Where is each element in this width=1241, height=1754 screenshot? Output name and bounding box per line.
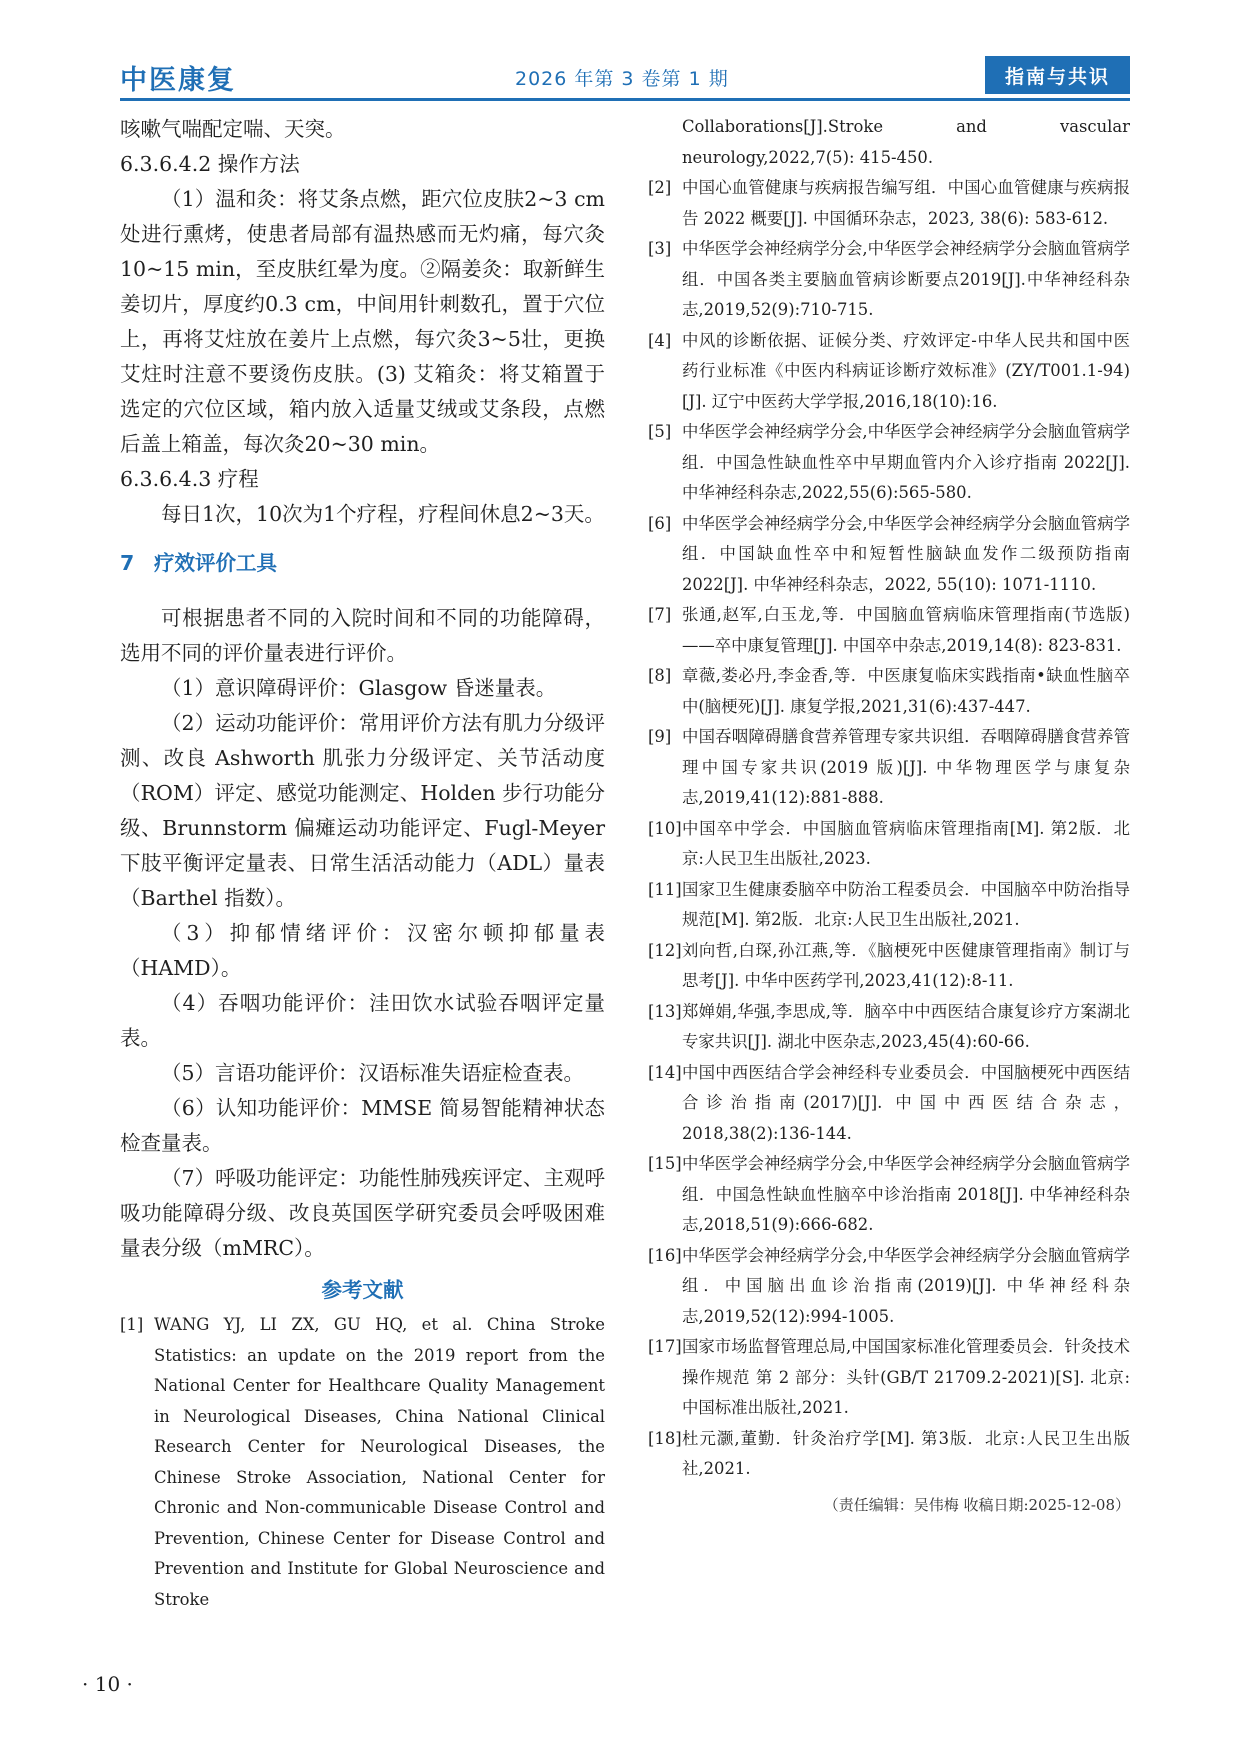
- reference-item: [648, 600, 1130, 661]
- reference-text: 杜元灏,董勤．针灸治疗学[M]. 第3版．北京:人民卫生出版社,2021.: [682, 1428, 1130, 1478]
- page-number: · 10 ·: [82, 1672, 133, 1696]
- reference-list: [648, 173, 1130, 1485]
- reference-text: 中华医学会神经病学分会,中华医学会神经病学分会脑血管病学组．中国脑出血诊治指南(2019)[J]. 中华神经科杂志,2019,52(12):994-1005.: [682, 1245, 1130, 1326]
- paragraph: 咳嗽气喘配定喘、天突。: [120, 117, 346, 141]
- reference-number: [9]: [648, 727, 672, 746]
- reference-continuation: [648, 112, 1130, 173]
- paragraph: （1）意识障碍评价：Glasgow 昏迷量表。: [161, 676, 557, 700]
- issue-info: 2026 年第 3 卷第 1 期: [515, 68, 729, 90]
- reference-number: [5]: [648, 422, 672, 441]
- paragraph: （1）温和灸：将艾条点燃，距穴位皮肤2~3 cm处进行熏烤，使患者局部有温热感而无灼痛，每穴灸10~15 min，至皮肤红晕为度。②隔姜灸：取新鲜生姜切片，厚度约0.3 cm，中间用针刺数孔，置于穴位上，再将艾炷放在姜片上点燃，每穴灸3~5壮，更换艾炷时注意不要烫伤皮肤。(3) 艾箱灸：将艾箱置于选定的穴位区域，箱内放入适量艾绒或艾条段，点燃后盖上箱盖，每次灸20~30 min。: [120, 187, 605, 456]
- reference-item: [648, 1149, 1130, 1241]
- reference-number: [2]: [648, 178, 672, 197]
- reference-item: [120, 1310, 605, 1615]
- page-header: [120, 58, 1130, 96]
- section-number: 7: [120, 551, 135, 575]
- reference-item: [648, 1332, 1130, 1424]
- reference-number: [17]: [648, 1337, 682, 1356]
- reference-number: [4]: [648, 330, 672, 350]
- reference-item: [648, 661, 1130, 722]
- reference-number: [8]: [648, 666, 672, 685]
- reference-item: [648, 875, 1130, 936]
- reference-text: 中华医学会神经病学分会,中华医学会神经病学分会脑血管病学组．中国急性缺血性卒中早期血管内介入诊疗指南 2022[J]. 中华神经科杂志,2022,55(6):565-580.: [682, 422, 1130, 502]
- reference-number: [13]: [648, 1001, 682, 1021]
- reference-number: [3]: [648, 239, 672, 258]
- reference-text: Collaborations[J].Stroke and vascular neurology,2022,7(5): 415-450.: [682, 117, 1130, 167]
- reference-number: [7]: [648, 605, 672, 624]
- reference-number: [11]: [648, 879, 682, 899]
- reference-item: [648, 997, 1130, 1058]
- reference-text: 中国卒中学会．中国脑血管病临床管理指南[M]. 第2版．北京:人民卫生出版社,2023.: [682, 818, 1130, 868]
- reference-item: [648, 722, 1130, 814]
- reference-number: [15]: [648, 1154, 682, 1173]
- reference-text: 中国吞咽障碍膳食营养管理专家共识组．吞咽障碍膳食营养管理中国专家共识(2019 版)[J]. 中华物理医学与康复杂志,2019,41(12):881-888.: [682, 727, 1130, 807]
- paragraph: 可根据患者不同的入院时间和不同的功能障碍，选用不同的评价量表进行评价。: [120, 606, 605, 665]
- reference-number: [12]: [648, 940, 682, 960]
- reference-text: 张通,赵军,白玉龙,等．中国脑血管病临床管理指南(节选版)——卒中康复管理[J]. 中国卒中杂志,2019,14(8): 823-831.: [682, 605, 1130, 655]
- subheading: 6.3.6.4.3 疗程: [120, 467, 259, 491]
- reference-text: 中华医学会神经病学分会,中华医学会神经病学分会脑血管病学组．中国缺血性卒中和短暂性脑缺血发作二级预防指南 2022[J]. 中华神经科杂志，2022, 55(10): 1071-1110.: [682, 513, 1130, 594]
- reference-item: [648, 417, 1130, 509]
- paragraph: （7）呼吸功能评定：功能性肺残疾评定、主观呼吸功能障碍分级、改良英国医学研究委员会呼吸困难量表分级（mMRC）。: [120, 1166, 605, 1260]
- paragraph: 每日1次，10次为1个疗程，疗程间休息2~3天。: [161, 502, 605, 526]
- reference-item: [648, 173, 1130, 234]
- reference-item: [648, 234, 1130, 326]
- reference-item: [648, 1241, 1130, 1333]
- reference-item: [648, 814, 1130, 875]
- left-column: [120, 112, 605, 1615]
- reference-text: 中华医学会神经病学分会,中华医学会神经病学分会脑血管病学组．中国各类主要脑血管病诊断要点2019[J].中华神经科杂志,2019,52(9):710-715.: [682, 239, 1130, 319]
- reference-text: 郑婵娟,华强,李思成,等．脑卒中中西医结合康复诊疗方案湖北专家共识[J]. 湖北中医杂志,2023,45(4):60-66.: [682, 1001, 1130, 1051]
- reference-text: 中国心血管健康与疾病报告编写组．中国心血管健康与疾病报告 2022 概要[J]. 中国循环杂志，2023, 38(6): 583-612.: [682, 178, 1130, 228]
- reference-number: [1]: [120, 1315, 144, 1334]
- reference-text: 刘向哲,白琛,孙江燕,等．《脑梗死中医健康管理指南》制订与思考[J]. 中华中医药学刊,2023,41(12):8-11.: [682, 940, 1130, 990]
- reference-item: [648, 936, 1130, 997]
- reference-item: [648, 509, 1130, 601]
- reference-item: [648, 1424, 1130, 1485]
- reference-number: [10]: [648, 818, 682, 838]
- paragraph: （5）言语功能评价：汉语标准失语症检查表。: [161, 1061, 585, 1085]
- reference-text: 中华医学会神经病学分会,中华医学会神经病学分会脑血管病学组．中国急性缺血性脑卒中诊治指南 2018[J]. 中华神经科杂志,2018,51(9):666-682.: [682, 1154, 1130, 1234]
- paragraph: （4）吞咽功能评价：洼田饮水试验吞咽评定量表。: [120, 991, 605, 1050]
- reference-number: [16]: [648, 1245, 682, 1265]
- reference-number: [14]: [648, 1062, 682, 1082]
- paragraph: （6）认知功能评价：MMSE 简易智能精神状态检查量表。: [120, 1096, 605, 1155]
- subheading: 6.3.6.4.2 操作方法: [120, 152, 300, 176]
- references-title: 参考文献: [321, 1278, 404, 1302]
- reference-text: 国家卫生健康委脑卒中防治工程委员会．中国脑卒中防治指导规范[M]. 第2版．北京:人民卫生出版社,2021.: [682, 879, 1130, 929]
- header-rule: [120, 98, 1130, 101]
- reference-text: 章薇,娄必丹,李金香,等．中医康复临床实践指南•缺血性脑卒中(脑梗死)[J]. 康复学报,2021,31(6):437-447.: [682, 666, 1130, 716]
- editor-note: （责任编辑：吴伟梅 收稿日期:2025-12-08）: [823, 1495, 1130, 1514]
- section-title: [120, 546, 605, 581]
- journal-title: 中医康复: [120, 65, 236, 96]
- section-tag: 指南与共识: [985, 56, 1130, 94]
- paragraph: （2）运动功能评价：常用评价方法有肌力分级评测、改良 Ashworth 肌张力分级评定、关节活动度（ROM）评定、感觉功能测定、Holden 步行功能分级、Brunnstorm 偏瘫运动功能评定、Fugl-Meyer 下肢平衡评定量表、日常生活活动能力（ADL）量表（Barthel 指数）。: [120, 711, 605, 910]
- right-column: [648, 112, 1130, 1517]
- reference-text: 中国中西医结合学会神经科专业委员会．中国脑梗死中西医结合诊治指南(2017)[J]. 中国中西医结合杂志，2018,38(2):136-144.: [682, 1062, 1130, 1143]
- reference-text: 中风的诊断依据、证候分类、疗效评定-中华人民共和国中医药行业标准《中医内科病证诊断疗效标准》(ZY/T001.1-94)[J]. 辽宁中医药大学学报,2016,18(10):16.: [682, 330, 1130, 411]
- reference-number: [18]: [648, 1428, 682, 1448]
- section-title-text: 疗效评价工具: [154, 551, 277, 575]
- reference-item: [648, 326, 1130, 418]
- reference-text: WANG YJ, LI ZX, GU HQ, et al. China Stroke Statistics: an update on the 2019 report from the National Center for Healthcare Quality Management in Neurological Diseases, China National Clinical Research Center for Neurological Diseases, the Chinese Stroke Association, National Center for Chronic and Non-communicable Disease Control and Prevention, Chinese Center for Disease Control and Prevention and Institute for Global Neuroscience and Stroke: [154, 1315, 605, 1609]
- reference-number: [6]: [648, 513, 672, 533]
- paragraph: （3）抑郁情绪评价：汉密尔顿抑郁量表（HAMD）。: [120, 921, 605, 980]
- reference-text: 国家市场监督管理总局,中国国家标准化管理委员会．针灸技术操作规范 第 2 部分：头针(GB/T 21709.2-2021)[S]. 北京:中国标准出版社,2021.: [682, 1337, 1130, 1417]
- reference-item: [648, 1058, 1130, 1150]
